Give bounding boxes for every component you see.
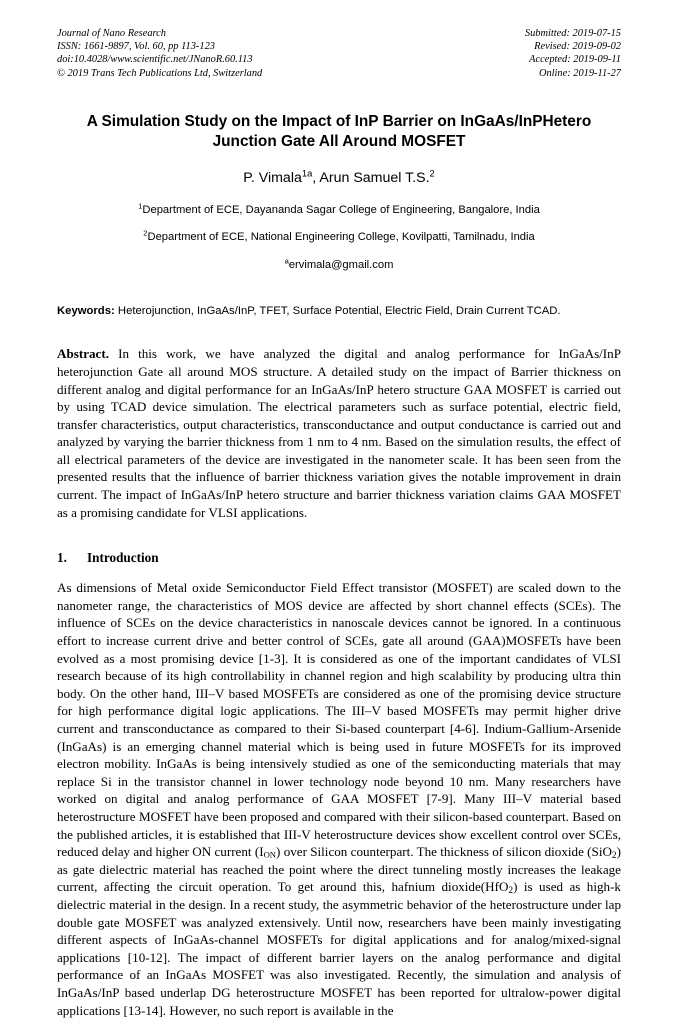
- date-submitted: Submitted: 2019-07-15: [524, 28, 621, 39]
- article-title: A Simulation Study on the Impact of InP Barrier on InGaAs/InPHetero Junction Gate All Around MOSFET: [86, 112, 592, 150]
- email-address: ervimala@gmail.com: [288, 258, 394, 271]
- section-heading-introduction: [57, 549, 621, 566]
- section-number: 1.: [57, 550, 67, 566]
- date-online: Online: 2019-11-27: [538, 67, 621, 79]
- subscript-hfo2: 2: [508, 886, 514, 897]
- subscript-sio2: 2: [611, 851, 617, 862]
- journal-issn-volume: ISSN: 1661-9897, Vol. 60, pp 113-123: [57, 41, 215, 53]
- intro-text-part-4: ) is used as high-k dielectric material in the design. In a recent study, the asymmetric behavior of the heterostructure under lap double gate MOSFET was analyzed extensively. Until now, researchers have been mainly investigating different aspects of InGaAs-channel MOSFETs for digital applications and for analog/mixed-signal applications [10-12]. The impact of different barrier layers on the analog performance and digital performance of an InGaAs MOSFET was also investigated. Recently, the simulation and analysis of InGaAs/InP based underlap DG heterostructure MOSFET has been reported for ultralow-power digital applications [13-14]. However, no such report is available in the: [57, 879, 621, 1018]
- affiliation-marker-2: 2: [143, 228, 148, 238]
- affiliation-list: [57, 203, 621, 245]
- subscript-ion: ON: [263, 849, 277, 860]
- date-accepted: Accepted: 2019-09-11: [529, 54, 621, 66]
- abstract-text: In this work, we have analyzed the digital and analog performance for InGaAs/InP heterojunction Gate all around MOS structure. A detailed study on the impact of Barrier thickness on different analog and digital performance for an InGaAs/InP hetero structure GAA MOSFET is carried out by using TCAD device simulation. The electrical parameters such as surface potential, electric field, transfer characteristics, output characteristics, transconductance and output conductance is carried out and analyzed by varying the barrier thickness from 1 nm to 4 nm. Based on the simulation results, the effect of all electrical parameters of the device are investigated in the nanometer scale. It has been seen from the presented results that the influence of barrier thickness variation gives the notable improvement in drain current. The impact of InGaAs/InP hetero structure and barrier thickness variation claims GAA MOSFET as a promising candidate for VLSI applications.: [57, 346, 621, 520]
- journal-doi: doi:10.4028/www.scientific.net/JNanoR.60.113: [57, 54, 253, 66]
- author-affiliation-marker-2: 2: [429, 168, 435, 179]
- abstract-label: Abstract.: [57, 346, 109, 362]
- author-name-2: Arun Samuel T.S.: [319, 169, 430, 186]
- introduction-paragraph: [57, 579, 621, 1019]
- section-title: Introduction: [87, 550, 159, 566]
- journal-name: Journal of Nano Research: [57, 28, 166, 39]
- journal-copyright: © 2019 Trans Tech Publications Ltd, Switzerland: [57, 67, 263, 79]
- intro-text-part-2: ) over Silicon counterpart. The thickness of silicon dioxide (SiO: [276, 844, 612, 860]
- journal-header-right: [525, 27, 621, 80]
- affiliation-1: [57, 203, 621, 218]
- affiliation-text-1: Department of ECE, Dayananda Sagar College of Engineering, Bangalore, India: [142, 203, 540, 216]
- keywords-text: Heterojunction, InGaAs/InP, TFET, Surface Potential, Electric Field, Drain Current TCAD.: [117, 304, 561, 317]
- date-revised: Revised: 2019-09-02: [534, 41, 621, 53]
- keywords-label: Keywords:: [57, 304, 115, 317]
- affiliation-text-2: Department of ECE, National Engineering College, Kovilpatti, Tamilnadu, India: [147, 230, 535, 243]
- abstract-block: [57, 345, 621, 521]
- journal-header-left: [57, 27, 262, 80]
- author-separator: ,: [312, 169, 320, 186]
- journal-header: [57, 27, 621, 80]
- author-list: [57, 169, 621, 187]
- keywords-block: [57, 304, 621, 320]
- intro-text-part-1: As dimensions of Metal oxide Semiconductor Field Effect transistor (MOSFET) are scaled down to the nanometer range, the characteristics of MOS device are affected by short channel effects (SCEs). The influence of SCEs on the device characteristics in nanoscale devices cannot be ignored. In a continuous effort to increase current drive and better control of SCEs, gate all around (GAA)MOSFETs have been evolved as a most promising device [1-3]. It is considered as one of the important candidates of VLSI research because of its high controllability in channel region and high scalability by producing ultra thin body. On the other hand, III–V based MOSFETs are considered as one of the promising device structure for high performance digital logic applications. The III–V based MOSFETs may permit higher drive current and transconductance as compared to their Si-based counterpart [4-6]. Indium-Gallium-Arsenide (InGaAs) is an emerging channel material which is being used in future MOSFETs for its improved electron mobility. InGaAs is being intensively studied as one of the semiconducting materials that may replace Si in the transistor channel in lower technology node beyond 10 nm. Many researchers have worked on digital and analog performance of GAA MOSFET [7-9]. Many III–V material based heterostructure MOSFET have been proposed and compared with their silicon-based counterpart. Based on the published articles, it is established that III-V heterostructure devices show excellent control over SCEs, reduced delay and higher ON current (I: [57, 580, 621, 860]
- corresponding-email: [57, 258, 621, 273]
- author-affiliation-marker-1: 1a: [301, 168, 313, 179]
- affiliation-marker-1: 1: [138, 201, 143, 211]
- email-marker: a: [284, 256, 289, 266]
- affiliation-2: [57, 230, 621, 245]
- author-name-1: P. Vimala: [243, 169, 302, 186]
- intro-text-part-3: ) as gate dielectric material has reached the point where the direct tunneling mostly increases the leakage current, affecting the circuit operation. To get around this, hafnium dioxide(HfO: [57, 844, 622, 895]
